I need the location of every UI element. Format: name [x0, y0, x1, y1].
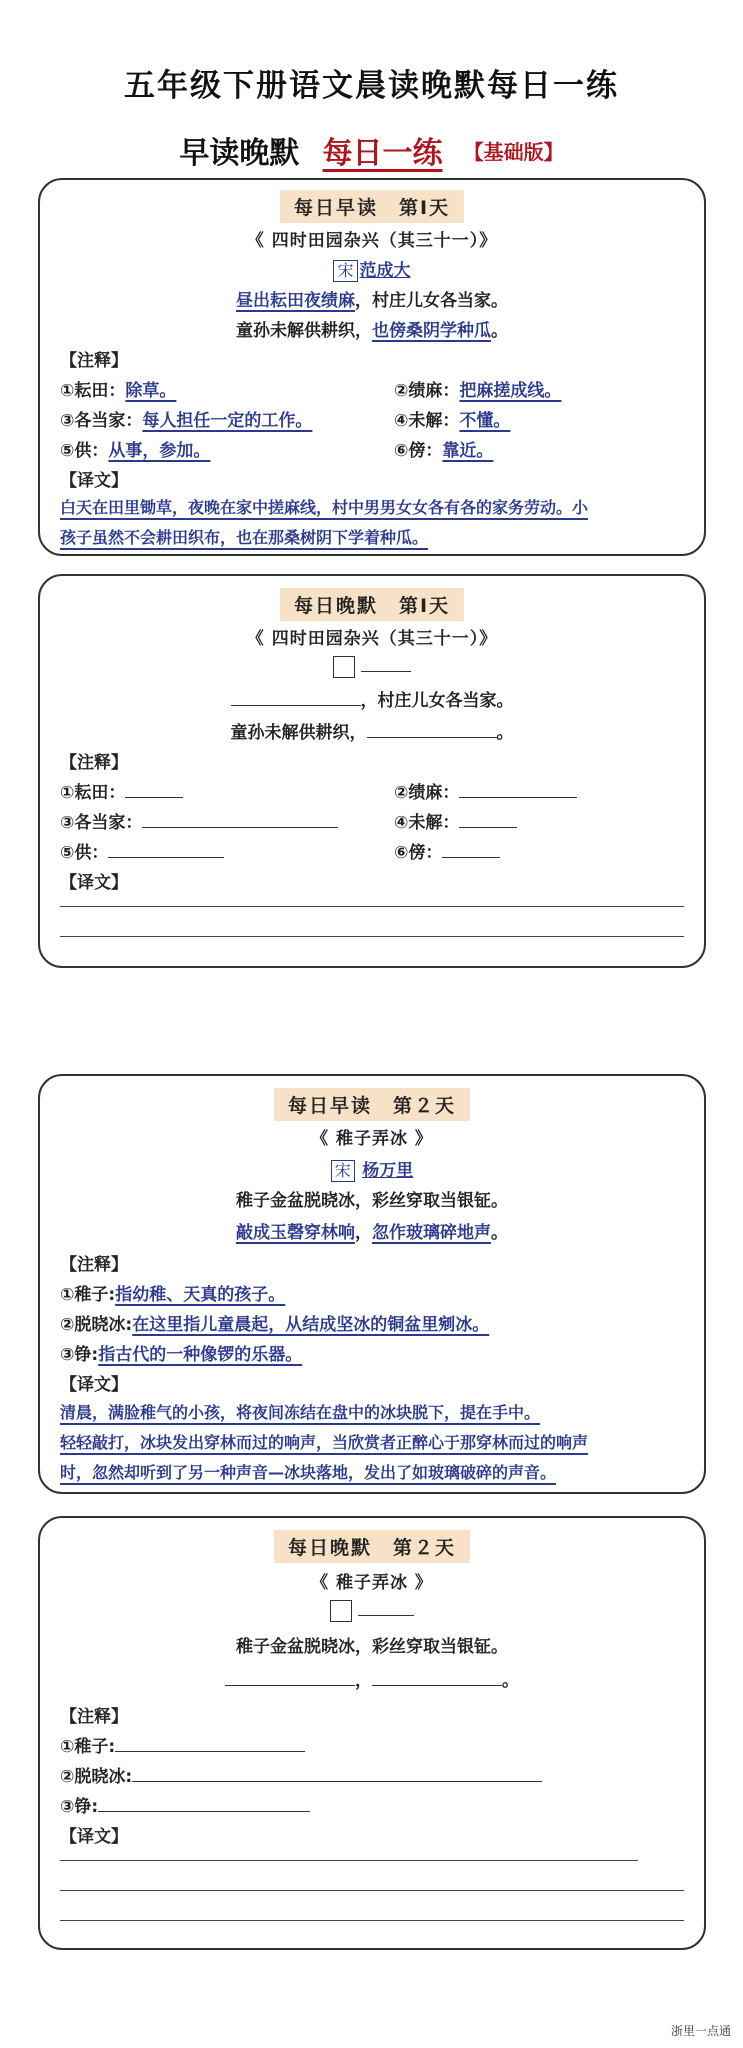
note-blank[interactable]	[108, 840, 224, 858]
note-item	[394, 406, 510, 431]
dynasty-box: 宋	[331, 1160, 355, 1182]
edition-label: 【基础版】	[463, 139, 564, 164]
poem-blank-line-2	[40, 1666, 704, 1691]
answer-line[interactable]	[60, 1890, 684, 1891]
translation-heading: 【译文】	[60, 471, 128, 491]
author-name: 范成大	[359, 261, 411, 281]
dynasty-blank[interactable]	[333, 656, 355, 678]
note-blank[interactable]	[132, 1764, 542, 1782]
note-item	[60, 1732, 305, 1757]
day2-read-card	[38, 1074, 706, 1494]
note-key: ①稚子:	[60, 1285, 116, 1305]
note-answer: 指古代的一种像锣的乐器。	[98, 1345, 303, 1365]
poem-answer: 昼出耘田夜绩麻	[236, 291, 355, 311]
note-answer: 不懂。	[459, 411, 511, 431]
note-key: ⑤供：	[60, 441, 109, 461]
note-item	[394, 436, 493, 461]
note-key: ③铮:	[60, 1797, 99, 1817]
note-item	[60, 1280, 285, 1305]
note-item	[60, 1792, 310, 1817]
poem-answer: 敲成玉磬穿林响	[236, 1223, 355, 1243]
note-blank[interactable]	[125, 780, 183, 798]
poem-line-1	[40, 1632, 704, 1657]
poem-text: 稚子金盆脱晓冰，彩丝穿取当银钲。	[236, 1637, 508, 1657]
subtitle-text: 早读晚默	[179, 136, 300, 171]
poem-answer: 忽作玻璃碎地声	[372, 1223, 491, 1243]
poem-blank[interactable]	[372, 1668, 502, 1686]
note-key: ③各当家：	[60, 411, 143, 431]
note-key: ①耘田：	[60, 381, 126, 401]
poem-text: 童孙未解供耕织，	[230, 723, 367, 743]
poem-text: ，村庄儿女各当家。	[360, 691, 514, 711]
translation-line: 时，忽然却听到了另一种声音—冰块落地，发出了如玻璃破碎的声音。	[60, 1463, 557, 1482]
note-answer: 靠近。	[442, 441, 494, 461]
author-blank[interactable]	[361, 654, 411, 672]
poem-text: ，	[355, 1671, 372, 1691]
poem-text: 童孙未解供耕织，	[236, 321, 372, 341]
note-item	[60, 376, 176, 401]
note-key: ②脱晓冰:	[60, 1767, 133, 1787]
note-key: ②脱晓冰:	[60, 1315, 133, 1335]
note-answer: 每人担任一定的工作。	[142, 411, 313, 431]
note-blank[interactable]	[459, 810, 517, 828]
card-tag: 每日晚默 第Ⅰ天	[280, 588, 464, 621]
translation-line: 轻轻敲打，冰块发出穿林而过的响声，当欣赏者正醉心于那穿林而过的响声	[60, 1433, 589, 1452]
translation-heading: 【译文】	[60, 1375, 128, 1395]
note-item	[60, 808, 338, 833]
translation-line: 清晨，满脸稚气的小孩，将夜间冻结在盘中的冰块脱下，提在手中。	[60, 1403, 541, 1422]
note-item	[60, 778, 183, 803]
note-item	[60, 838, 224, 863]
card-tag: 每日早读 第Ⅰ天	[280, 190, 464, 223]
note-answer: 在这里指儿童晨起，从结成坚冰的铜盆里剜冰。	[132, 1315, 490, 1335]
note-key: ②绩麻：	[394, 381, 460, 401]
card-tag: 每日早读 第２天	[274, 1088, 470, 1121]
author-name: 杨万里	[362, 1161, 414, 1181]
page-title: 五年级下册语文晨读晚默每日一练	[124, 68, 619, 104]
poem-answer: 也傍桑阴学种瓜	[372, 321, 491, 341]
note-blank[interactable]	[442, 840, 500, 858]
card-tag: 每日晚默 第２天	[274, 1530, 470, 1563]
note-key: ③各当家：	[60, 813, 143, 833]
poem-text: 。	[491, 321, 508, 341]
subtitle-highlight: 每日一练	[322, 136, 443, 171]
poem-blank[interactable]	[231, 688, 361, 706]
note-item	[394, 808, 517, 833]
poem-text: 稚子金盆脱晓冰，彩丝穿取当银钲。	[236, 1191, 508, 1211]
answer-line[interactable]	[60, 936, 684, 937]
note-key: ⑥傍：	[394, 441, 443, 461]
translation-line: 白天在田里锄草，夜晚在家中搓麻线，村中男男女女各有各的家务劳动。小	[60, 498, 589, 517]
note-item	[394, 778, 577, 803]
note-item	[394, 376, 561, 401]
note-answer: 除草。	[125, 381, 177, 401]
note-blank[interactable]	[459, 780, 577, 798]
translation-heading: 【译文】	[60, 873, 128, 893]
poem-line-1	[40, 1186, 704, 1211]
note-blank[interactable]	[115, 1734, 305, 1752]
poem-text: ，村庄儿女各当家。	[355, 291, 508, 311]
note-item	[60, 1310, 489, 1335]
note-item	[394, 838, 500, 863]
poem-title: 《 稚子弄冰 》	[311, 1129, 433, 1149]
notes-heading: 【注释】	[60, 753, 128, 773]
answer-line[interactable]	[60, 906, 684, 907]
poem-text: 。	[491, 1223, 508, 1243]
notes-heading: 【注释】	[60, 1255, 128, 1275]
day1-read-card	[38, 178, 706, 556]
footer-watermark: 浙里一点通	[670, 2024, 731, 2038]
author-blank-line	[40, 1598, 704, 1622]
note-item	[60, 406, 312, 431]
dynasty-box: 宋	[333, 260, 357, 282]
note-answer: 把麻搓成线。	[459, 381, 562, 401]
poem-text: 。	[502, 1671, 519, 1691]
note-key: ②绩麻：	[394, 783, 460, 803]
note-blank[interactable]	[142, 810, 338, 828]
note-key: ⑥傍：	[394, 843, 443, 863]
poem-blank-line-1	[40, 686, 704, 711]
note-blank[interactable]	[98, 1794, 310, 1812]
author-blank[interactable]	[358, 1598, 414, 1616]
poem-text: 。	[496, 723, 514, 743]
note-key: ①稚子:	[60, 1737, 116, 1757]
answer-line[interactable]	[60, 1860, 638, 1861]
poem-blank[interactable]	[225, 1668, 355, 1686]
note-key: ④未解：	[394, 411, 460, 431]
poem-line-2	[40, 1218, 704, 1243]
poem-title: 《 四时田园杂兴（其三十一）》	[246, 231, 498, 251]
notes-heading: 【注释】	[60, 351, 128, 371]
translation-heading: 【译文】	[60, 1827, 128, 1847]
poem-title: 《 稚子弄冰 》	[311, 1573, 433, 1593]
poem-blank-line-2	[40, 718, 704, 743]
day2-write-card	[38, 1516, 706, 1950]
subtitle-row	[0, 128, 743, 172]
note-item	[60, 1340, 302, 1365]
note-key: ④未解：	[394, 813, 460, 833]
author-line	[40, 256, 704, 282]
translation-line: 孩子虽然不会耕田织布，也在那桑树阴下学着种瓜。	[60, 528, 429, 547]
author-blank-line	[40, 654, 704, 678]
note-answer: 指幼稚、天真的孩子。	[115, 1285, 286, 1305]
note-key: ③铮:	[60, 1345, 99, 1365]
note-answer: 从事，参加。	[108, 441, 211, 461]
notes-heading: 【注释】	[60, 1707, 128, 1727]
poem-blank[interactable]	[367, 720, 497, 738]
author-line	[40, 1156, 704, 1182]
note-key: ⑤供：	[60, 843, 109, 863]
poem-title: 《 四时田园杂兴（其三十一）》	[246, 629, 498, 649]
dynasty-blank[interactable]	[330, 1600, 352, 1622]
day1-write-card	[38, 574, 706, 968]
translation-text	[60, 1398, 690, 1488]
note-item	[60, 1762, 542, 1787]
note-item	[60, 436, 210, 461]
poem-text: ，	[355, 1223, 372, 1243]
translation-text	[60, 493, 690, 553]
note-key: ①耘田：	[60, 783, 126, 803]
poem-line-1	[40, 286, 704, 311]
poem-line-2	[40, 316, 704, 341]
answer-line[interactable]	[60, 1920, 684, 1921]
